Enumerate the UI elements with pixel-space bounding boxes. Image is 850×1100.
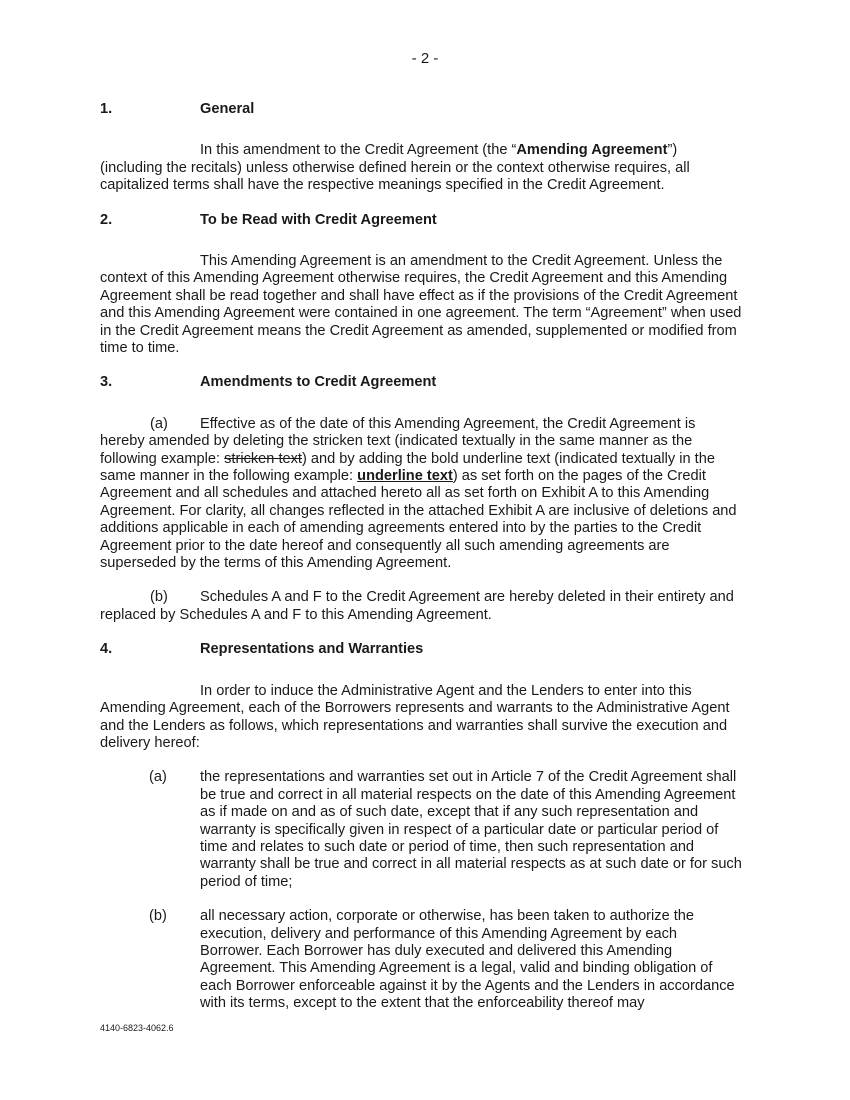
item-label: (a)	[149, 769, 167, 786]
item-text: the representations and warranties set out in Article 7 of the Credit Agreement shall be true and correct in all material respects on the date of this Amending Agreement as if made on and as of such date, except that if any such representation and warranty is specifically given in respect of a particular date or particular period of time and relates to such date or period of time, then such representation and warranty shall be true and correct in all material respects as at such date or for such period of time;	[200, 769, 742, 890]
item-text: all necessary action, corporate or otherwise, has been taken to authorize the execution, delivery and performance of this Amending Agreement by each Borrower. Each Borrower has duly executed and delivered this Amending Agreement. This Amending Agreement is a legal, valid and binding obligation of each Borrower enforceable against it by the Agents and the Lenders in accordance with its terms, except to the extent that the enforceability thereof may	[200, 908, 735, 1012]
defined-term: Amending Agreement	[516, 142, 668, 159]
item-label: (b)	[149, 908, 167, 925]
document-id-footer: 4140-6823-4062.6	[100, 1023, 174, 1033]
section-2-paragraph: This Amending Agreement is an amendment to the Credit Agreement. Unless the context of this Amending Agreement otherwise requires, the Credit Agreement and this Amending Agreement shall be read together and shall have effect as if the provisions of the Credit Agreement and this Amending Agreement were contained in one agreement. The term “Agreement” when used in the Credit Agreement means the Credit Agreement as amended, supplemented or modified from time to time.	[100, 253, 742, 357]
section-1-heading	[100, 101, 742, 118]
section-number: 2.	[100, 211, 113, 228]
section-number: 1.	[100, 101, 113, 117]
section-4a-item	[100, 769, 742, 891]
section-1-paragraph	[100, 142, 742, 194]
section-title: General	[200, 101, 255, 117]
section-4-intro: In order to induce the Administrative Agent and the Lenders to enter into this Amending Agreement, each of the Borrowers represents and warrants to the Administrative Agent and the Lenders as follows, which representations and warranties shall survive the execution and delivery hereof:	[100, 682, 730, 751]
page-number: - 2 -	[411, 50, 439, 67]
section-3a-paragraph	[100, 416, 742, 573]
text-run: ”) (including the recitals) unless otherwise defined herein or the context otherwise requires, all capitalized terms shall have the respective meanings specified in the Credit Agreement.	[100, 142, 690, 194]
section-number: 3.	[100, 374, 113, 391]
section-2-heading	[100, 212, 742, 229]
section-number: 4.	[100, 641, 113, 658]
underline-example: underline text	[357, 468, 453, 485]
paragraph-label: (b)	[150, 589, 168, 606]
section-title: Amendments to Credit Agreement	[200, 374, 437, 391]
section-4-heading	[100, 641, 742, 658]
text-run: ) and by adding the bold underline text (indicated textually in the same manner in the following example:	[100, 450, 715, 485]
text-run: Schedules A and F to the Credit Agreement are hereby deleted in their entirety and replaced by Schedules A and F to this Amending Agreement.	[100, 589, 734, 623]
section-title: To be Read with Credit Agreement	[200, 211, 437, 228]
paragraph-label: (a)	[150, 415, 168, 432]
stricken-example: stricken text	[224, 450, 302, 467]
section-3-heading	[100, 374, 742, 391]
section-3b-paragraph	[100, 589, 742, 624]
section-title: Representations and Warranties	[200, 641, 424, 658]
text-run: Effective as of the date of this Amending Agreement, the Credit Agreement is hereby amended by deleting the stricken text (indicated textually in the same manner as the following example:	[100, 415, 696, 467]
section-4b-item	[100, 908, 742, 1012]
document-body	[100, 101, 742, 1013]
text-run: ) as set forth on the pages of the Credit Agreement and all schedules and attached hereto all as set forth on Exhibit A to this Amending Agreement. For clarity, all changes reflected in the attached Exhibit A are inclusive of deletions and additions applicable in each of amending agreements entered into by the parties to the Credit Agreement prior to the date hereof and consequently all such amending agreements are superseded by the terms of this Amending Agreement.	[100, 468, 737, 572]
text-run: In this amendment to the Credit Agreement (the “	[200, 142, 517, 159]
